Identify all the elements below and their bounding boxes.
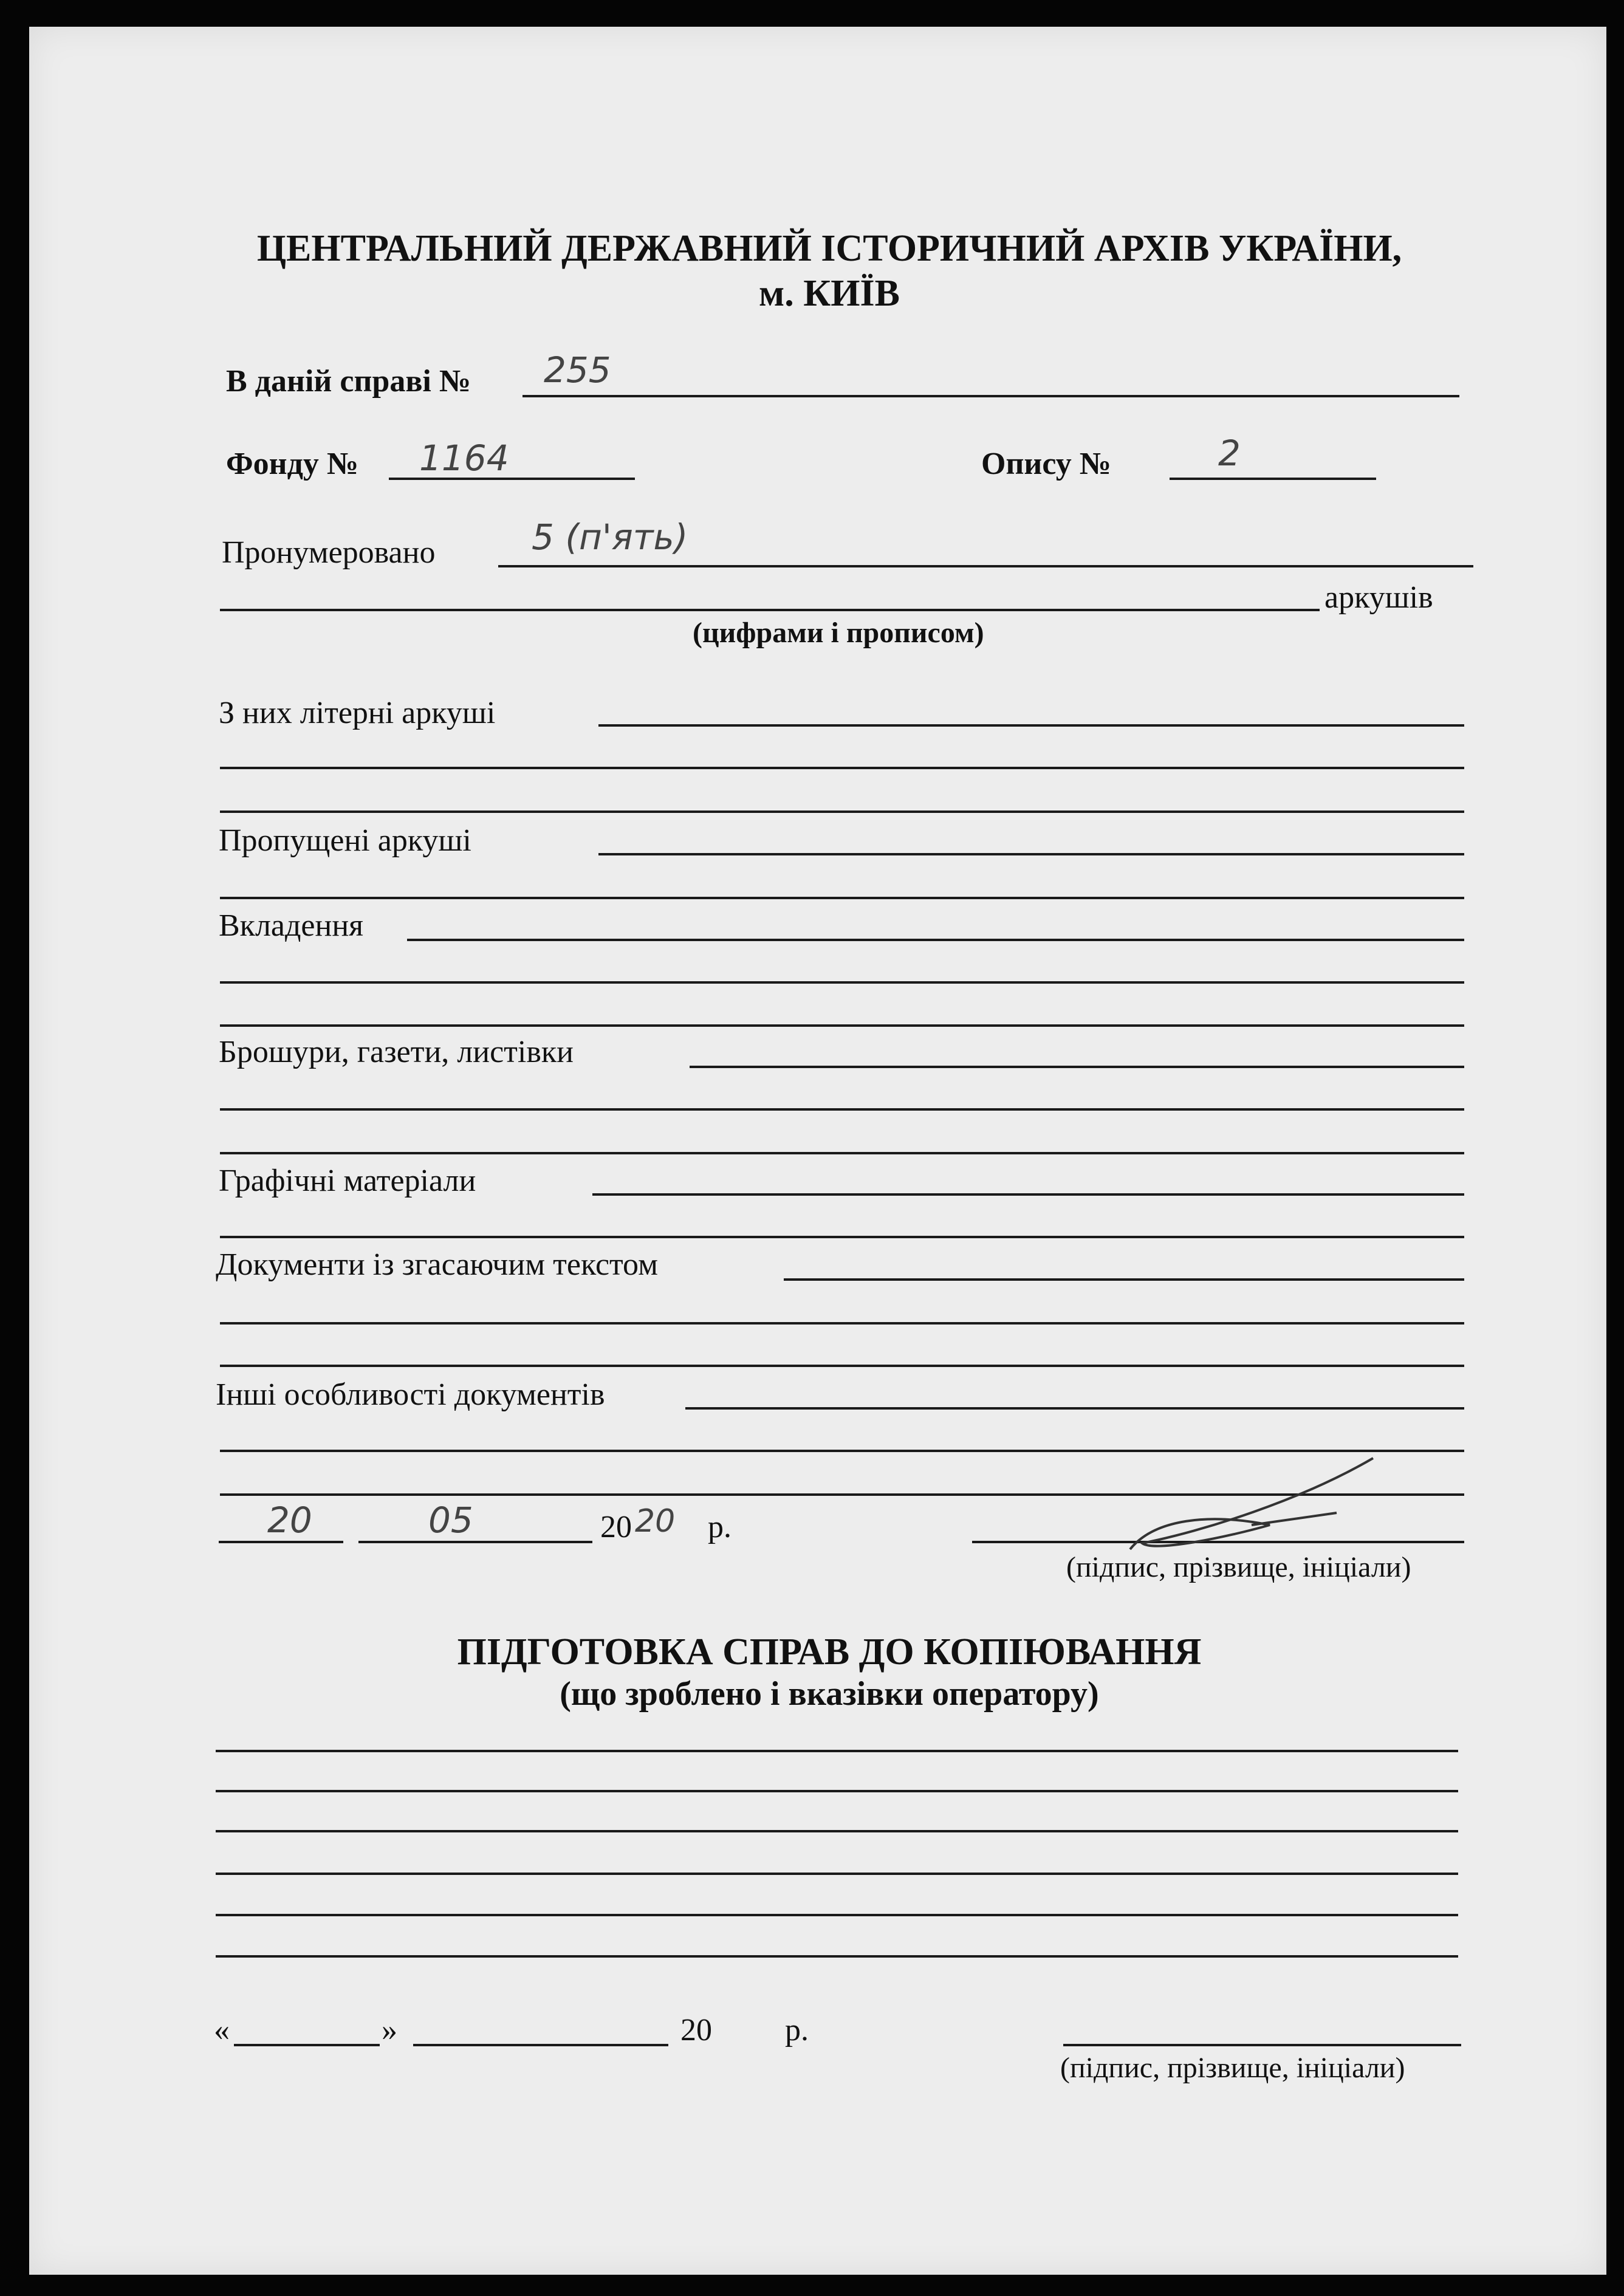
case-line xyxy=(522,395,1459,397)
literal-sheets-line-2 xyxy=(220,767,1464,769)
date2-r: р. xyxy=(785,2013,809,2048)
date1-month-line xyxy=(358,1541,592,1543)
missing-sheets-line-1 xyxy=(598,853,1464,855)
archive-city: м. КИЇВ xyxy=(759,273,900,314)
attachments-line-1 xyxy=(407,939,1464,941)
fading-text-label: Документи із згасаючим текстом xyxy=(216,1247,658,1282)
date1-month-handwritten[interactable]: 05 xyxy=(428,1499,473,1541)
signature-hint-1: (підпис, прізвище, ініціали) xyxy=(1066,1551,1411,1583)
missing-sheets-label: Пропущені аркуші xyxy=(219,823,471,858)
signature-scribble xyxy=(1118,1446,1385,1561)
signature-hint-2: (підпис, прізвище, ініціали) xyxy=(1060,2052,1405,2084)
attachments-label: Вкладення xyxy=(219,908,364,943)
literal-sheets-label: З них літерні аркуші xyxy=(219,696,496,730)
inventory-line xyxy=(1170,478,1376,480)
section2-subtitle: (що зроблено і вказівки оператору) xyxy=(560,1675,1099,1713)
brochures-label: Брошури, газети, листівки xyxy=(219,1035,574,1069)
date1-r: р. xyxy=(708,1510,731,1544)
graphic-label: Графічні матеріали xyxy=(219,1163,476,1198)
fading-text-line-3 xyxy=(220,1365,1464,1367)
inventory-number-handwritten[interactable]: 2 xyxy=(1218,433,1241,474)
date2-month-line xyxy=(413,2044,668,2046)
prep-line-3 xyxy=(216,1830,1458,1832)
prep-line-6 xyxy=(216,1955,1458,1958)
other-line-1 xyxy=(685,1407,1464,1410)
fading-text-line-1 xyxy=(784,1278,1464,1281)
attachments-line-3 xyxy=(220,1024,1464,1027)
brochures-line-2 xyxy=(220,1108,1464,1111)
attachments-line-2 xyxy=(220,981,1464,984)
brochures-line-1 xyxy=(690,1066,1464,1068)
date1-year-suffix-handwritten[interactable]: 20 xyxy=(635,1503,676,1540)
other-label: Інші особливості документів xyxy=(216,1377,605,1412)
prep-line-1 xyxy=(216,1750,1458,1752)
section2-title: ПІДГОТОВКА СПРАВ ДО КОПІЮВАННЯ xyxy=(457,1631,1202,1673)
case-number-handwritten[interactable]: 255 xyxy=(544,349,611,391)
fading-text-line-2 xyxy=(220,1322,1464,1324)
date2-close-quote: » xyxy=(382,2013,397,2048)
date1-year-prefix: 20 xyxy=(600,1510,632,1544)
fund-number-handwritten[interactable]: 1164 xyxy=(419,437,509,479)
missing-sheets-line-2 xyxy=(220,897,1464,899)
date1-day-line xyxy=(219,1541,343,1543)
date2-day-line xyxy=(234,2044,380,2046)
prep-line-4 xyxy=(216,1873,1458,1875)
numbered-label: Пронумеровано xyxy=(222,535,436,570)
sheets-suffix: аркушів xyxy=(1324,580,1433,615)
numbered-hint: (цифрами і прописом) xyxy=(693,617,984,649)
numbered-line-1 xyxy=(498,565,1473,567)
case-label: В даній справі № xyxy=(226,364,471,399)
prep-line-5 xyxy=(216,1914,1458,1916)
literal-sheets-line-1 xyxy=(598,724,1464,727)
brochures-line-3 xyxy=(220,1152,1464,1154)
date1-day-handwritten[interactable]: 20 xyxy=(267,1499,312,1541)
graphic-line-1 xyxy=(592,1193,1464,1196)
numbered-handwritten[interactable]: 5 (п'ять) xyxy=(532,516,688,558)
date2-year-prefix: 20 xyxy=(680,2013,712,2048)
signature-line-2 xyxy=(1063,2044,1461,2046)
literal-sheets-line-3 xyxy=(220,810,1464,813)
prep-line-2 xyxy=(216,1790,1458,1792)
graphic-line-2 xyxy=(220,1236,1464,1238)
fund-label: Фонду № xyxy=(226,447,359,481)
archive-title: ЦЕНТРАЛЬНИЙ ДЕРЖАВНИЙ ІСТОРИЧНИЙ АРХІВ УКРАЇНИ, xyxy=(256,228,1402,269)
date2-open-quote: « xyxy=(214,2013,230,2048)
inventory-label: Опису № xyxy=(981,447,1112,481)
numbered-line-2 xyxy=(220,609,1320,611)
